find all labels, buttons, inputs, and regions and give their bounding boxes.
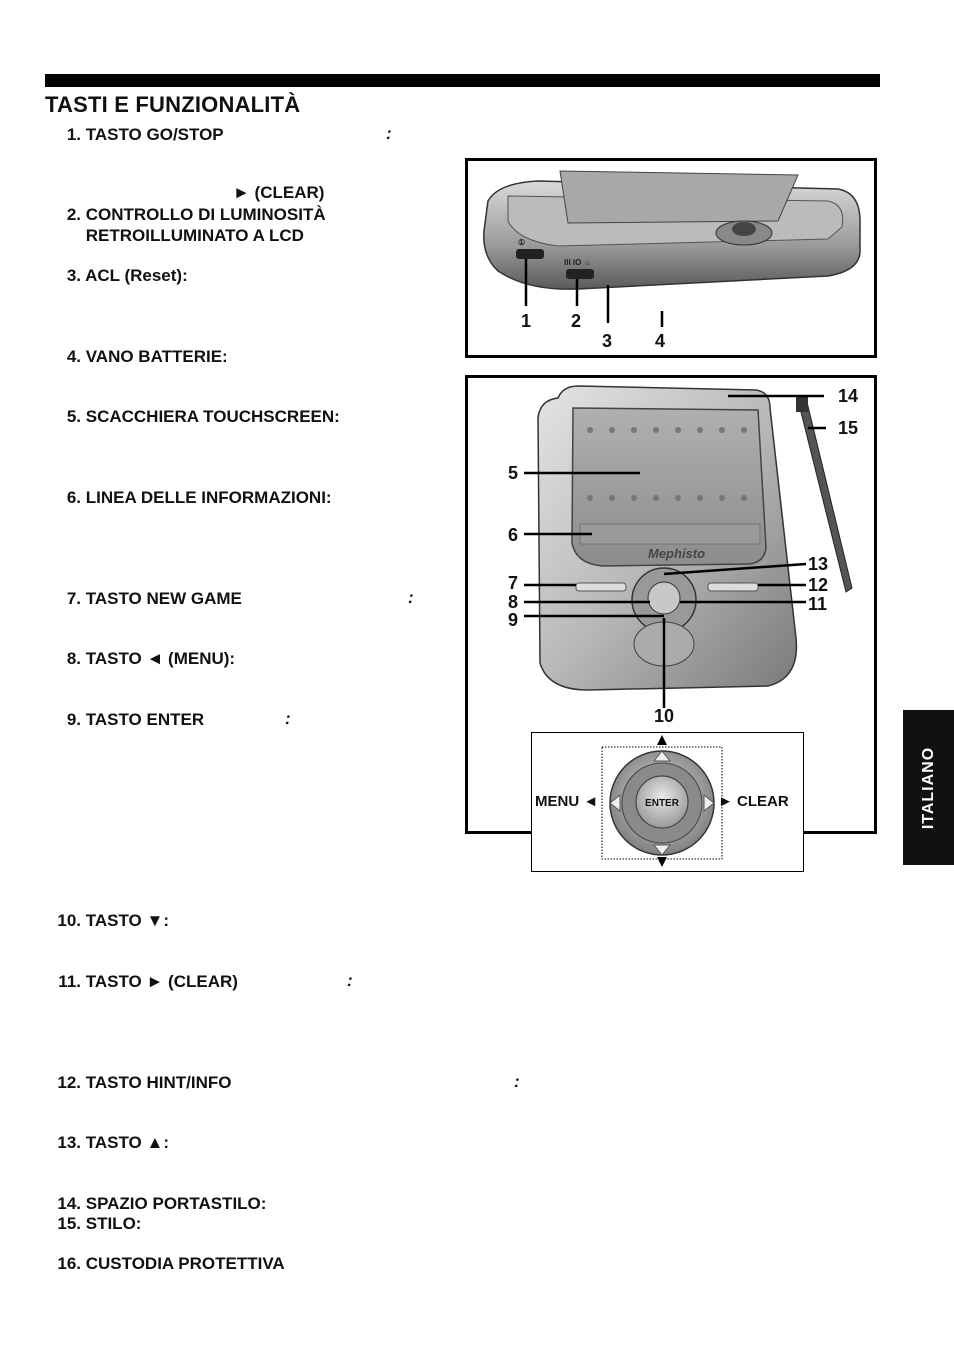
- colon: :: [408, 588, 414, 607]
- device-brand: Mephisto: [648, 546, 706, 561]
- callout-4: 4: [655, 331, 666, 351]
- figure-side-view: [465, 158, 877, 358]
- svg-text:①: ①: [518, 238, 526, 247]
- svg-text:III IO ☼: III IO ☼: [564, 258, 591, 267]
- callout-6: 6: [508, 525, 519, 545]
- callout-5: 5: [508, 463, 519, 483]
- clear-label: ► CLEAR: [718, 793, 789, 810]
- colon: :: [514, 1072, 520, 1091]
- callout-12: 12: [808, 575, 829, 595]
- colon: :: [285, 709, 291, 728]
- list-item: 8. TASTO ◄ (MENU):: [66, 649, 236, 668]
- list-item: 9. TASTO ENTER: [66, 710, 205, 729]
- header-rule: [45, 74, 880, 87]
- page-title: TASTI E FUNZIONALITÀ: [45, 92, 301, 117]
- callout-8: 8: [508, 592, 519, 612]
- list-item: 7. TASTO NEW GAME: [66, 589, 242, 608]
- callout-14: 14: [838, 386, 859, 406]
- menu-label: MENU ◄: [535, 793, 599, 810]
- enter-label: ENTER: [645, 798, 679, 809]
- list-item: 10. TASTO ▼:: [57, 911, 169, 930]
- list-item: 13. TASTO ▲:: [57, 1133, 169, 1152]
- list-item: RETROILLUMINATO A LCD: [85, 226, 304, 245]
- figure-nav-pad: [531, 732, 804, 872]
- callout-15: 15: [838, 418, 859, 438]
- list-item: 1. TASTO GO/STOP: [66, 125, 224, 144]
- colon: :: [386, 124, 392, 143]
- callout-7: 7: [508, 573, 519, 593]
- colon: :: [347, 971, 353, 990]
- callout-11: 11: [808, 594, 828, 614]
- list-item: 15. STILO:: [57, 1214, 142, 1233]
- callout-9: 9: [508, 610, 519, 630]
- list-item: 3. ACL (Reset):: [66, 266, 188, 285]
- language-tab: ITALIANO: [903, 710, 954, 865]
- list-item: 6. LINEA DELLE INFORMAZIONI:: [66, 488, 332, 507]
- list-item: 11. TASTO ► (CLEAR): [58, 972, 238, 991]
- list-item: 2. CONTROLLO DI LUMINOSITÀ: [66, 205, 326, 224]
- callout-10: 10: [654, 706, 675, 726]
- callout-3: 3: [602, 331, 613, 351]
- callout-13: 13: [808, 554, 829, 574]
- list-item: 5. SCACCHIERA TOUCHSCREEN:: [66, 407, 340, 426]
- list-item: ► (CLEAR): [233, 183, 325, 202]
- list-item: 14. SPAZIO PORTASTILO:: [57, 1194, 267, 1213]
- list-item: 12. TASTO HINT/INFO: [57, 1073, 232, 1092]
- list-item: 16. CUSTODIA PROTETTIVA: [57, 1254, 285, 1273]
- callout-1: 1: [521, 311, 532, 331]
- callout-2: 2: [571, 311, 582, 331]
- list-item: 4. VANO BATTERIE:: [66, 347, 228, 366]
